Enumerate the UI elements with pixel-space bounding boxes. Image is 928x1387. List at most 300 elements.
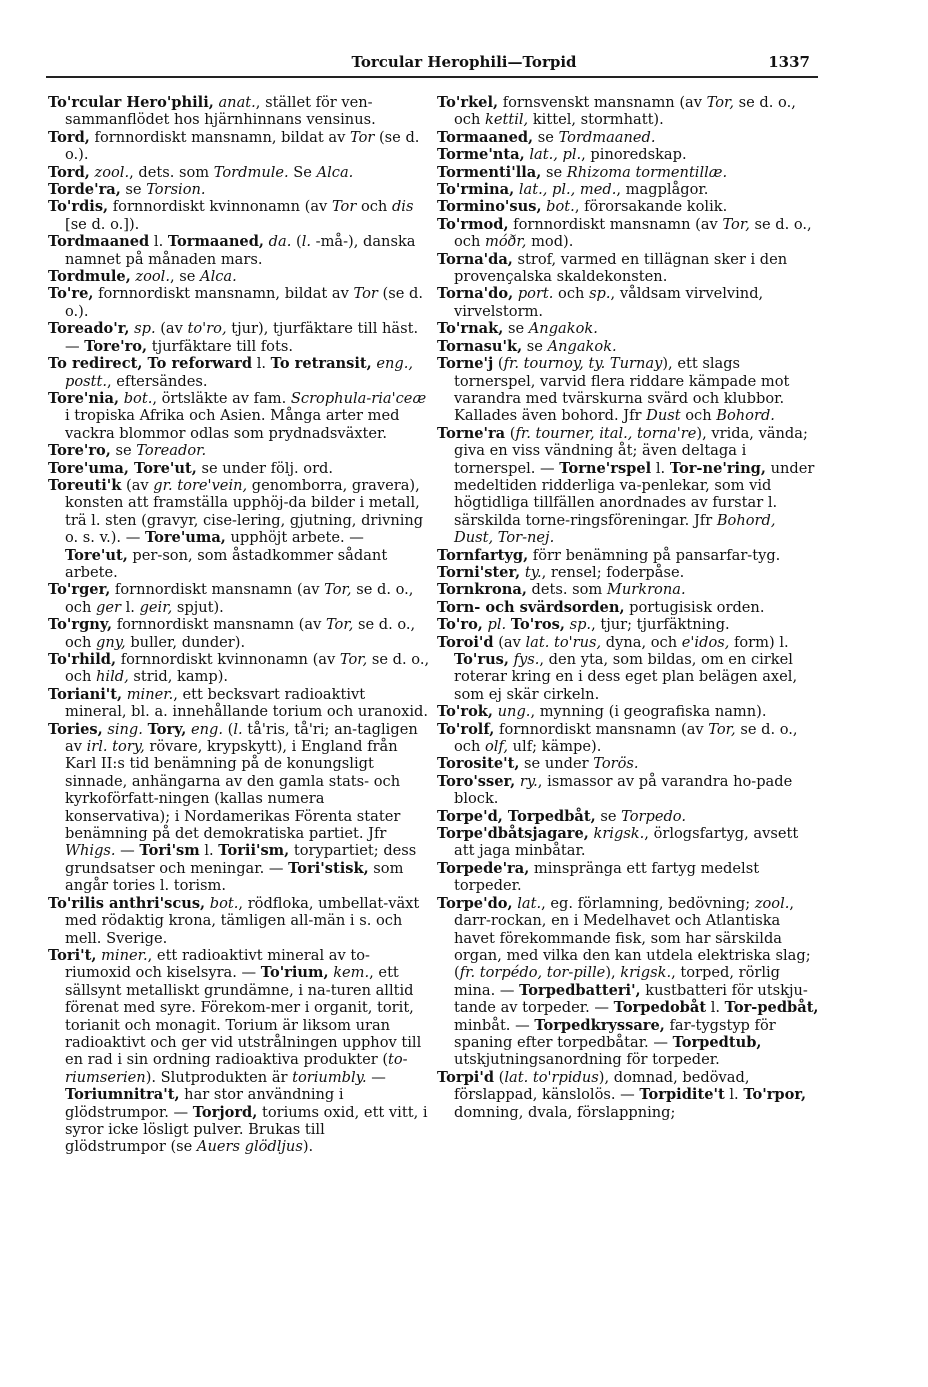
entry-italic-text: e'idos,: [681, 633, 730, 651]
entry-text: (: [494, 1068, 505, 1086]
entry-text: ). Slutprodukten är: [145, 1068, 293, 1086]
entry-headword: To'ro,: [437, 616, 483, 634]
entry-headword: Tor-pedbåt,: [724, 999, 819, 1017]
entry-italic-text: fys.: [513, 651, 540, 668]
entry-headword: Toreado'r,: [48, 320, 130, 338]
entry-headword: Torpe'dbåtsjagare,: [437, 825, 589, 843]
dictionary-entry: [437, 895, 819, 1069]
entry-headword: Tormino'sus,: [437, 198, 542, 216]
entry-text: ), ett slags tornerspel, varvid flera riddare kämpade mot varandra med tvärskurna svärd och klubbor. Kallades även bohord. Jfr: [454, 355, 790, 425]
entry-italic-text: olf,: [485, 738, 508, 756]
dictionary-entry: [437, 94, 819, 129]
entry-text: i tropiska Afrika och Asien. Många arter med vackra blommor odlas som prydnadsväxter.: [65, 407, 400, 442]
entry-headword: Torpedobåt: [613, 999, 707, 1017]
entry-headword: Tordmaaned: [48, 233, 150, 251]
entry-text: l.: [120, 598, 140, 616]
entry-headword: Tordmule,: [48, 268, 131, 286]
entry-headword: Torna'da,: [437, 250, 513, 268]
entry-text: fornsvenskt mansnamn (av: [498, 94, 707, 111]
entry-text: toriums oxid, ett vitt, i syror icke lösligt pulver. Brukas till glödstrumpor (se: [65, 1103, 428, 1156]
entry-text: , ett becksvart radioaktivt mineral, bl. a. innehållande torium och uranoxid.: [65, 685, 428, 721]
dictionary-entry: [48, 651, 430, 686]
entry-headword: To'rgny,: [48, 616, 113, 634]
dictionary-entry: [437, 703, 819, 720]
entry-text: , eftersändes.: [107, 372, 208, 390]
entry-headword: Torii'sm,: [218, 842, 290, 860]
entry-text: genomborra, gravera), konsten att framställa upphöj-da bilder i metall, trä l. sten (gravyr, cise-lering, gjutning, drivning o. s. v.). —: [65, 476, 424, 547]
entry-text: och: [356, 198, 392, 216]
entry-text: domning, dvala, förslappning;: [454, 1103, 676, 1121]
entry-text: l.: [149, 233, 168, 251]
entry-text: l.: [252, 355, 271, 373]
entry-headword: Torpi'd: [437, 1068, 495, 1086]
entry-headword: To'rium,: [260, 964, 329, 982]
dictionary-entry: [48, 164, 430, 181]
entry-italic-text: pl.: [487, 616, 507, 634]
dictionary-entry: [437, 1069, 819, 1121]
entry-italic-text: eng., postt.: [65, 355, 414, 390]
entry-headword: Tormaaned,: [437, 128, 534, 146]
dictionary-entry: [437, 634, 819, 704]
dictionary-entry: [437, 547, 819, 564]
entry-headword: Torjord,: [192, 1103, 258, 1121]
dictionary-entry: [437, 825, 819, 860]
entry-italic-text: krigsk.: [593, 825, 645, 843]
entry-headword: Tore'ut,: [65, 546, 128, 564]
entry-text: se: [503, 320, 529, 338]
entry-text: (se d. o.).: [65, 128, 420, 164]
entry-text: se d. o., och: [454, 215, 812, 251]
entry-text: , magplågor.: [616, 181, 709, 199]
entry-italic-text: Torpedo.: [621, 807, 686, 825]
entry-headword: Torde'ra,: [48, 181, 121, 199]
entry-italic-text: sing.: [107, 720, 143, 738]
dictionary-entry: [48, 686, 430, 721]
entry-italic-text: fr. tournoy, ty. Turnay: [503, 355, 663, 373]
entry-italic-text: anat.: [218, 94, 256, 111]
entry-italic-text: Tor,: [706, 94, 735, 111]
header-rule: [46, 76, 818, 78]
dictionary-entry: [437, 285, 819, 320]
dictionary-entry: [437, 338, 819, 355]
entry-italic-text: irl. tory,: [86, 738, 145, 756]
entry-headword: Tord,: [48, 163, 90, 181]
entry-italic-text: Tor,: [722, 215, 750, 233]
entry-italic-text: to'ro,: [187, 320, 227, 338]
entry-text: tjur), tjurfäktare till häst. —: [65, 320, 419, 355]
entry-italic-text: Torsion.: [146, 181, 206, 199]
entry-text: , dets. som: [129, 163, 214, 181]
entry-text: fornnordiskt kvinnonamn (av: [116, 651, 340, 668]
dictionary-entry: [437, 808, 819, 825]
dictionary-entry: [48, 895, 430, 947]
entry-italic-text: kem.: [333, 964, 370, 982]
entry-text: fornnordiskt mansnamn (av: [110, 581, 325, 599]
entry-italic-text: sp.: [569, 616, 592, 634]
entry-text: (: [291, 233, 302, 251]
entry-italic-text: dis: [391, 198, 414, 216]
entry-text: —: [366, 1068, 386, 1086]
entry-text: rövare, krypskytt), i England från Karl II:s tid benämning på de konungsligt sinnade, anhängarna av den gamla stats- och kyrkoförfatt-ningen (kallas numera konservativa); i Nordamerikas Förenta stater benämning på det demokratiska partiet. Jfr: [65, 738, 401, 843]
entry-text: minspränga ett fartyg medelst torpeder.: [454, 859, 760, 895]
dictionary-entry: [48, 477, 430, 581]
entry-text: se: [522, 337, 548, 355]
entry-text: , rensel; foderpåse.: [541, 563, 685, 581]
entry-text: som angår tories l. torism.: [65, 859, 404, 895]
dictionary-entry: [48, 947, 430, 1156]
entry-headword: To'rpor,: [743, 1086, 807, 1104]
dictionary-entry: [437, 773, 819, 808]
entry-italic-text: lat., pl., med.: [518, 181, 617, 199]
entry-text: l.: [724, 1086, 744, 1104]
dictionary-entry: [48, 581, 430, 616]
entry-text: l.: [651, 459, 670, 477]
entry-text: se d. o., och: [454, 94, 796, 129]
dictionary-entry: [48, 181, 430, 198]
entry-headword: To'rilis anthri'scus,: [48, 894, 206, 912]
entry-headword: Tory,: [147, 720, 187, 738]
dictionary-entry: [48, 355, 430, 390]
entry-text: buller, dunder).: [125, 633, 246, 651]
entry-text: , darr-rockan, en i Medelhavet och Atlantiska havet förekommande fisk, som har särskilda organ, med vilka den kan utdela elektriska slag; (: [454, 894, 811, 982]
entry-text: , se: [170, 268, 201, 286]
entry-text: —: [115, 842, 140, 860]
dictionary-entry: [48, 129, 430, 164]
entry-italic-text: l.: [233, 720, 243, 738]
entry-text: fornnordiskt kvinnonamn (av: [108, 198, 332, 216]
entry-headword: Torpede'ra,: [437, 859, 530, 877]
entry-text: ulf; kämpe).: [507, 738, 602, 756]
dictionary-entry: [48, 320, 430, 355]
entry-headword: Torpe'do,: [437, 894, 513, 912]
entry-text: , ismassor av på varandra ho-pade block.: [454, 772, 793, 808]
entry-italic-text: bot.: [209, 894, 239, 912]
entry-headword: Torpe'd, Torpedbåt,: [437, 807, 596, 825]
entry-italic-text: port.: [517, 285, 554, 303]
entry-headword: Torpedkryssare,: [534, 1016, 665, 1034]
entry-text: utskjutningsanordning för torpeder.: [454, 1051, 720, 1069]
entry-headword: Torne'ra: [437, 424, 506, 442]
entry-italic-text: ger: [96, 598, 121, 616]
entry-text: Se: [288, 163, 317, 181]
dictionary-entry: [437, 721, 819, 756]
dictionary-entry: [48, 390, 430, 442]
dictionary-entry: [437, 164, 819, 181]
entry-italic-text: fr. torpédo, tor-pille: [459, 964, 606, 982]
entry-italic-text: Angakok.: [547, 337, 617, 355]
entry-headword: To'rus,: [454, 651, 509, 668]
entry-headword: Torne'rspel: [559, 459, 652, 477]
entry-text: , torped, rörlig mina. —: [454, 964, 781, 999]
entry-italic-text: Dust: [646, 407, 681, 425]
entry-headword: Torni'ster,: [437, 563, 521, 581]
entry-headword: Torn- och svärdsorden,: [437, 598, 625, 616]
entry-italic-text: toriumbly.: [292, 1068, 367, 1086]
entry-italic-text: Alca.: [200, 268, 237, 286]
entry-text: tjurfäktare till fots.: [147, 337, 293, 355]
entry-italic-text: bot.: [546, 198, 575, 216]
entry-italic-text: ung.: [497, 703, 531, 721]
dictionary-entry: [437, 564, 819, 581]
entry-italic-text: móðr,: [485, 233, 527, 251]
dictionary-entry: [437, 251, 819, 286]
entry-text: (av: [493, 633, 526, 651]
entry-italic-text: Whigs.: [65, 842, 116, 860]
entry-headword: Torme'nta,: [437, 146, 525, 164]
entry-headword: To'rger,: [48, 581, 111, 599]
entry-headword: Tormenti'lla,: [437, 163, 542, 181]
dictionary-entry: [437, 320, 819, 337]
dictionary-entry: [48, 721, 430, 895]
entry-headword: To redirect, To reforward: [48, 355, 253, 373]
entry-headword: To'rkel,: [437, 94, 499, 111]
entry-italic-text: krigsk.: [620, 964, 672, 982]
entry-text: , den yta, som bildas, om en cirkel roterar kring en i dess eget plan belägen axel, som ej skär cirkeln.: [454, 651, 798, 703]
entry-headword: Tornasu'k,: [437, 337, 523, 355]
entry-text: se d. o., och: [65, 651, 430, 686]
entry-italic-text: Tor,: [324, 581, 352, 599]
dictionary-entry: [437, 581, 819, 598]
entry-text: , förorsakande kolik.: [574, 198, 728, 216]
entry-text: se: [541, 163, 567, 181]
entry-text: form) l.: [729, 633, 789, 651]
entry-text: dyna, och: [601, 633, 682, 651]
dictionary-entry: [48, 442, 430, 459]
entry-text: se under: [519, 755, 594, 773]
entry-headword: Tore'ro,: [48, 442, 111, 460]
entry-headword: Torpedbatteri',: [519, 981, 641, 999]
entry-text: och: [680, 407, 717, 425]
dictionary-entry: [437, 198, 819, 215]
entry-text: minbåt. —: [454, 1016, 535, 1034]
entry-italic-text: kettil,: [485, 111, 529, 129]
dictionary-entry: [48, 94, 430, 129]
entry-headword: Tor-ne'ring,: [669, 459, 766, 477]
entry-text: se: [595, 807, 622, 825]
entry-italic-text: zool.: [135, 268, 170, 286]
entry-headword: Torosite't,: [437, 755, 520, 773]
dictionary-entry: [48, 198, 430, 233]
entry-italic-text: miner.: [101, 946, 148, 964]
entry-text: fornnordiskt mansnamn (av: [494, 720, 709, 738]
entry-text: se d. o., och: [65, 616, 416, 651]
entry-headword: Tornkrona,: [437, 581, 527, 599]
entry-headword: Torne'j: [437, 355, 494, 373]
entry-italic-text: geir,: [139, 598, 173, 616]
entry-text: ), vrida, vända; giva en viss vändning åt; även deltaga i tornerspel. —: [454, 424, 808, 477]
entry-text: portugisisk orden.: [624, 598, 765, 616]
entry-text: far-tygstyp för spaning efter torpedbåtar. —: [454, 1016, 776, 1051]
entry-headword: Torna'do,: [437, 285, 514, 303]
entry-headword: Tore'uma, Tore'ut,: [48, 459, 197, 477]
entry-text: , ett sällsynt metalliskt grundämne, i na-turen alltid förenat med syre. Förekom-mer i organit, torit, torianit och monagit. Torium är liksom uran radioaktivt och ger vid utstrålningen upphov till en rad i sin ordning radioaktiva produkter (: [65, 964, 422, 1069]
entry-italic-text: zool.: [94, 163, 130, 181]
dictionary-entry: [48, 233, 430, 268]
entry-italic-text: Tor,: [325, 616, 354, 634]
entry-italic-text: ry.: [519, 772, 538, 790]
dictionary-entry: [48, 460, 430, 477]
dictionary-entry: [48, 285, 430, 320]
entry-text: fornnordiskt mansnamn, bildat av: [93, 285, 354, 303]
entry-italic-text: hild,: [96, 668, 129, 686]
entry-text: ), domnad, bedövad, förslappad, känslolös. —: [454, 1068, 750, 1104]
entry-text: kustbatteri för utskju-tande av torpeder. —: [454, 981, 808, 1017]
left-column: [48, 94, 430, 1156]
entry-headword: To retransit,: [270, 355, 372, 373]
entry-headword: Torpidite't: [639, 1086, 725, 1104]
entry-headword: To'rmod,: [437, 215, 509, 233]
entry-text: -må-), danska namnet på månaden mars.: [65, 233, 416, 268]
entry-headword: Tories,: [48, 720, 103, 738]
entry-italic-text: miner.: [126, 685, 174, 703]
entry-text: per-son, som åstadkommer sådant arbete.: [65, 546, 388, 581]
entry-text: tå'ris, tå'ri; an-tagligen av: [65, 720, 418, 756]
entry-text: strof, varmed en tillägnan sker i den provençalska skaldekonsten.: [454, 250, 788, 286]
entry-italic-text: Alca.: [316, 163, 354, 181]
entry-headword: To'rdis,: [48, 198, 109, 216]
entry-text: har stor användning i glödstrumpor. —: [65, 1086, 344, 1121]
entry-italic-text: eng.: [190, 720, 224, 738]
entry-text: se d. o., och: [65, 581, 414, 616]
entry-headword: Toriumnitra't,: [65, 1086, 180, 1104]
entry-italic-text: lat., pl.: [529, 146, 582, 164]
entry-text: förr benämning på pansarfar-tyg.: [528, 546, 781, 564]
entry-italic-text: Toreador.: [136, 442, 207, 460]
entry-text: upphöjt arbete. —: [225, 529, 364, 547]
page-number: 1337: [768, 53, 810, 71]
entry-italic-text: Tordmule.: [213, 163, 289, 181]
entry-text: (: [505, 424, 516, 442]
dictionary-entry: [437, 599, 819, 616]
entry-headword: Toreuti'k: [48, 476, 122, 494]
entry-headword: Tord,: [48, 128, 90, 146]
dictionary-entry: [437, 425, 819, 547]
dictionary-entry: [437, 146, 819, 163]
dictionary-entry: [437, 181, 819, 198]
entry-text: se: [533, 128, 559, 146]
entry-italic-text: Auers glödljus: [196, 1138, 303, 1156]
entry-headword: Tori't,: [48, 946, 97, 964]
dictionary-entry: [437, 129, 819, 146]
dictionary-entry: [437, 216, 819, 251]
entry-headword: Tore'uma,: [144, 529, 226, 547]
entry-text: l.: [706, 999, 725, 1017]
entry-headword: Tori'sm: [139, 842, 200, 860]
entry-text: , mynning (i geografiska namn).: [530, 703, 767, 721]
entry-text: och: [553, 285, 590, 303]
entry-text: ),: [605, 964, 621, 982]
entry-italic-text: Torös.: [593, 755, 639, 773]
entry-headword: To'rok,: [437, 703, 494, 721]
entry-italic-text: Tor: [353, 285, 378, 303]
entry-headword: Tore'nia,: [48, 389, 120, 407]
entry-text: l.: [199, 842, 219, 860]
entry-text: [se d. o.]).: [65, 215, 140, 233]
entry-text: , ett radioaktivt mineral av to-riumoxid och kiselsyra. —: [65, 946, 370, 982]
dictionary-entry: [437, 860, 819, 895]
entry-italic-text: da.: [268, 233, 292, 251]
entry-headword: To'rmina,: [437, 181, 515, 199]
entry-italic-text: Scrophula-ria'ceæ: [290, 389, 427, 407]
entry-text: , stället för ven-sammanflödet hos hjärnhinnans vensinus.: [65, 94, 376, 129]
entry-italic-text: gr. tore'vein,: [153, 476, 248, 494]
entry-text: se d. o., och: [454, 720, 798, 756]
entry-text: , eg. förlamning, bedövning;: [541, 894, 755, 912]
dictionary-entry: [48, 268, 430, 285]
entry-text: dets. som: [526, 581, 607, 599]
entry-text: , rödfloka, umbellat-växt med rödaktig krona, tämligen all-män i s. och mell. Sverige.: [65, 894, 420, 947]
entry-headword: Toro'sser,: [437, 772, 516, 790]
dictionary-entry: [48, 616, 430, 651]
entry-italic-text: Bohord.: [716, 407, 775, 425]
entry-text: se: [120, 181, 147, 199]
entry-italic-text: sp.: [589, 285, 611, 303]
entry-italic-text: fr. tourner, ital., torna're: [515, 424, 697, 442]
entry-text: , örtsläkte av fam.: [152, 389, 291, 407]
entry-headword: To'rnak,: [437, 320, 504, 338]
entry-italic-text: Rhizoma tormentillæ.: [566, 163, 728, 181]
entry-italic-text: Tor: [331, 198, 357, 216]
entry-headword: Toriani't,: [48, 685, 123, 703]
entry-text: kittel, stormhatt).: [528, 111, 664, 129]
entry-italic-text: lat.: [517, 894, 542, 912]
entry-text: , våldsam virvelvind, virvelstorm.: [454, 285, 764, 320]
right-column: [437, 94, 819, 1121]
entry-text: (: [223, 720, 234, 738]
page-header-title: Torcular Herophili—Torpid: [351, 53, 577, 71]
entry-text: se under följ. ord.: [196, 459, 334, 477]
entry-italic-text: sp.: [134, 320, 156, 338]
entry-text: , örlogsfartyg, avsett att jaga minbåtar.: [454, 825, 799, 860]
entry-italic-text: Tordmaaned.: [558, 128, 656, 146]
entry-headword: Tori'stisk,: [288, 859, 369, 877]
entry-italic-text: Bohord, Dust, Tor-nej.: [454, 511, 776, 547]
entry-headword: To'rhild,: [48, 651, 117, 668]
dictionary-entry: [437, 616, 819, 633]
entry-italic-text: l.: [301, 233, 311, 251]
dictionary-entry: [437, 355, 819, 425]
entry-text: fornnordiskt mansnamn, bildat av: [89, 128, 350, 146]
entry-italic-text: Angakok.: [528, 320, 598, 338]
entry-headword: Torpedtub,: [672, 1033, 762, 1051]
entry-headword: To'ros,: [510, 616, 565, 634]
entry-headword: To're,: [48, 285, 94, 303]
entry-text: (av: [155, 320, 188, 338]
entry-text: , tjur; tjurfäktning.: [591, 616, 730, 634]
entry-text: torypartiet; dess grundsatser och meningar. —: [65, 842, 417, 877]
entry-text: (: [493, 355, 504, 373]
entry-text: strid, kamp).: [128, 668, 229, 686]
entry-italic-text: Tor: [349, 128, 375, 146]
entry-italic-text: zool.: [754, 894, 790, 912]
entry-italic-text: lat. to'rus,: [525, 633, 602, 651]
entry-italic-text: Murkrona.: [606, 581, 686, 599]
entry-text: (se d. o.).: [65, 285, 423, 320]
entry-text: spjut).: [172, 598, 224, 616]
entry-headword: Tore'ro,: [84, 337, 148, 355]
entry-text: under medeltiden ridderliga va-penlekar, som vid högtidliga tillfällen anordnades av furstar l. särskilda torne-ringsföreningar. Jfr: [454, 459, 815, 529]
entry-text: , pinoredskap.: [581, 146, 687, 164]
entry-text: fornnordiskt mansnamn (av: [112, 616, 326, 634]
entry-italic-text: to-riumserien: [65, 1051, 408, 1086]
entry-italic-text: ty.: [524, 563, 542, 581]
entry-headword: To'rolf,: [437, 720, 495, 738]
entry-headword: Tormaaned,: [167, 233, 265, 251]
entry-text: (av: [121, 476, 154, 494]
dictionary-entry: [437, 755, 819, 772]
entry-headword: Toroi'd: [437, 633, 494, 651]
entry-italic-text: bot.: [123, 389, 153, 407]
